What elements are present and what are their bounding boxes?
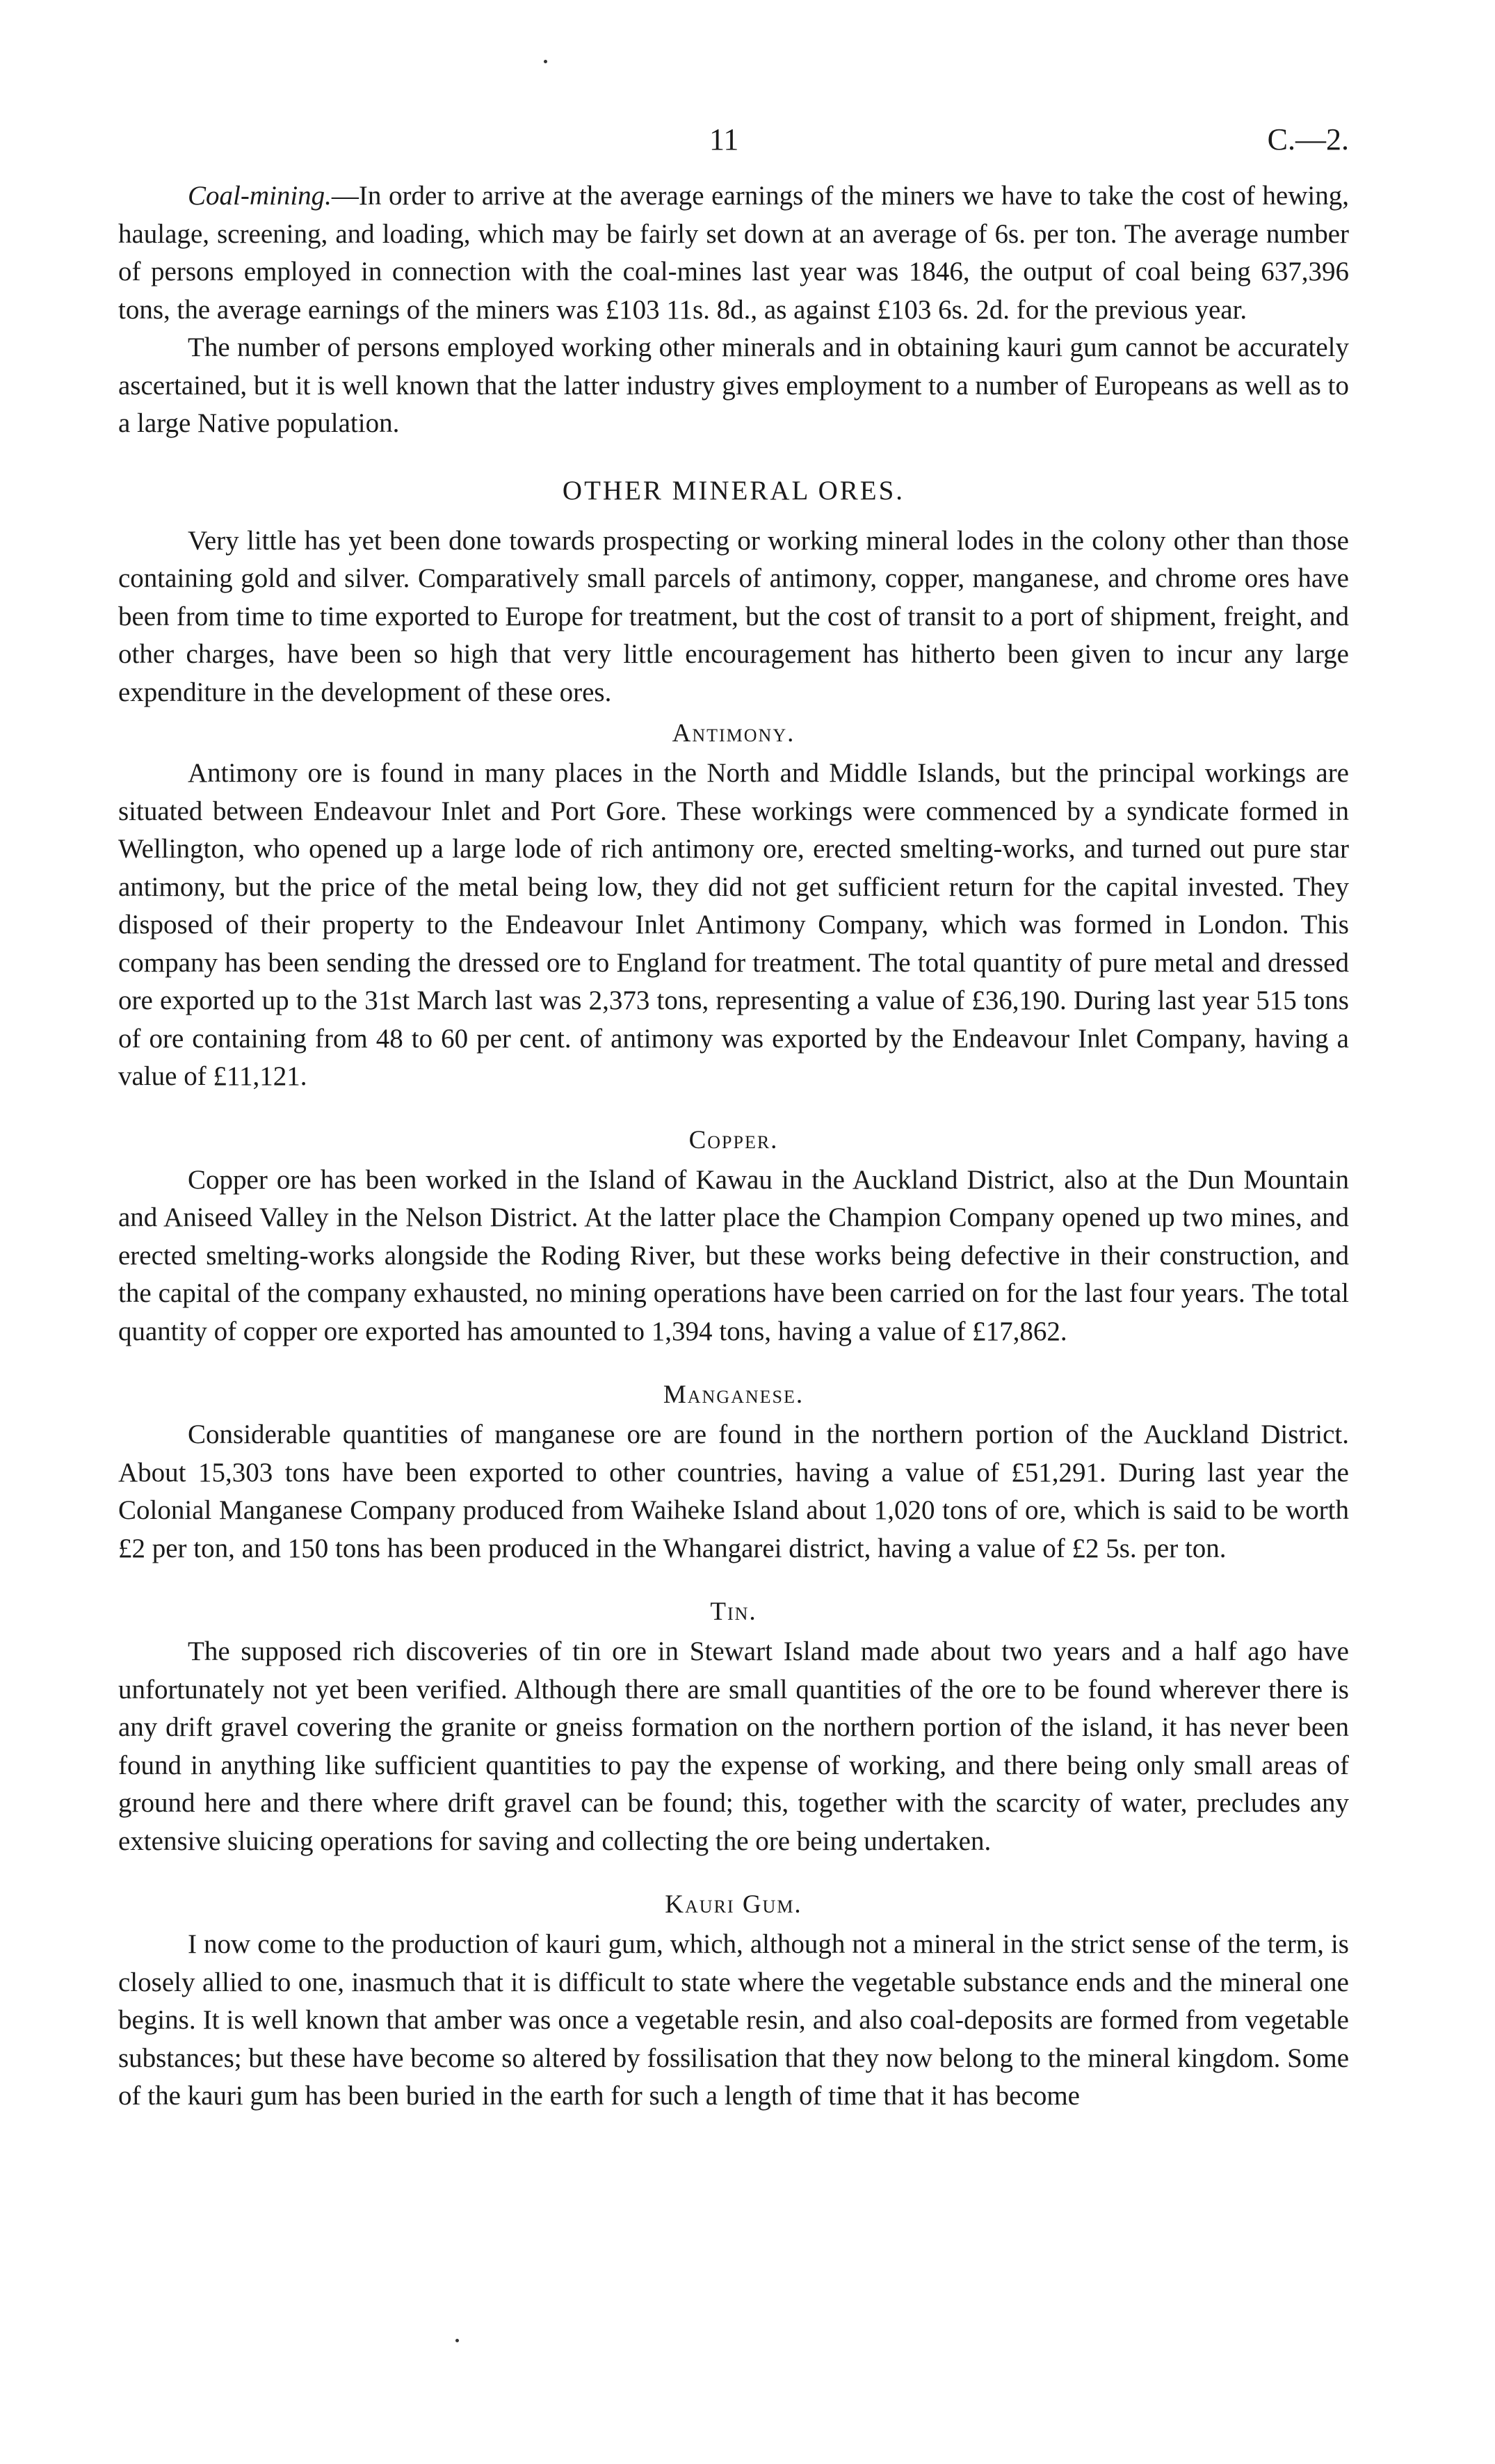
tin-heading: Tin.: [710, 1597, 757, 1626]
coal-mining-text: —In order to arrive at the average earnings of the miners we have to take the cost of hewing, haulage, screening, and loading, which may be fairly set down at an average of 6s. per ton. The average number of persons employed in connection with the coal-mines last year was 1846, the output of coal being 637,396 tons, the average earnings of the miners was £103 11s. 8d., as against £103 6s. 2d. for the previous year.: [118, 181, 1349, 325]
tin-paragraph: The supposed rich discoveries of tin ore in Stewart Island made about two years and a half ago have unfortunately not yet been verified. Although there are small quantities of the ore to be found wherever there is any drift gravel covering the granite or gneiss formation on the northern portion of the island, it has never been found in anything like sufficient quantities to pay the expense of working, and there being only small areas of ground here and there where drift gravel can be found; this, together with the scarcity of water, precludes any extensive sluicing operations for saving and collecting the ore being undertaken.: [118, 1636, 1349, 1856]
other-minerals-paragraph: The number of persons employed working other minerals and in obtaining kauri gum cannot be accurately ascertained, but it is well known that the latter industry gives employment to a number of Europeans as well as to a large Native population.: [118, 332, 1349, 438]
other-mineral-ores-heading: OTHER MINERAL ORES.: [562, 475, 905, 506]
copper-paragraph: Copper ore has been worked in the Island of Kawau in the Auckland District, also at the Dun Mountain and Aniseed Valley in the Nelson District. At the latter place the Champion Company opened up two mines, and erected smelting-works alongside the Roding River, but these works being defective in their construction, and the capital of the company exhausted, no mining operations have been carried on for the last four years. The total quantity of copper ore exported has amounted to 1,394 tons, having a value of £17,862.: [118, 1164, 1349, 1346]
manganese-heading: Manganese.: [663, 1380, 805, 1409]
coal-mining-paragraph: [118, 177, 1349, 329]
document-page: [118, 122, 1349, 2116]
kauri-gum-heading: Kauri Gum.: [665, 1890, 802, 1919]
antimony-paragraph: Antimony ore is found in many places in the North and Middle Islands, but the principal workings are situated between Endeavour Inlet and Port Gore. These workings were commenced by a syndicate formed in Wellington, who opened up a large lode of rich antimony ore, erected smelting-works, and turned out pure star antimony, but the price of the metal being low, they did not get sufficient return for the capital invested. They disposed of their property to the Endeavour Inlet Antimony Company, which was formed in London. This company has been sending the dressed ore to England for treatment. The total quantity of pure metal and dressed ore exported up to the 31st March last was 2,373 tons, representing a value of £36,190. During last year 515 tons of ore containing from 48 to 60 per cent. of antimony was exported by the Endeavour Inlet Company, having a value of £11,121.: [118, 758, 1349, 1091]
antimony-heading: Antimony.: [672, 719, 795, 748]
scan-speck-top: [544, 60, 547, 63]
coal-mining-run-in-heading: Coal-mining.: [188, 181, 332, 211]
page-number: 11: [709, 122, 739, 156]
other-mineral-ores-paragraph: Very little has yet been done towards prospecting or working mineral lodes in the colony other than those containing gold and silver. Comparatively small parcels of antimony, copper, manganese, and chrome ores have been from time to time exported to Europe for treatment, but the cost of transit to a port of shipment, freight, and other charges, have been so high that very little encouragement has hitherto been given to incur any large expenditure in the development of these ores.: [118, 525, 1349, 707]
kauri-gum-paragraph: I now come to the production of kauri gum, which, although not a mineral in the strict sense of the term, is closely allied to one, inasmuch that it is difficult to state where the vegetable substance ends and the mineral one begins. It is well known that amber was once a vegetable resin, and also coal-deposits are formed from vegetable substances; but these have become so altered by fossilisation that they now belong to the mineral kingdom. Some of the kauri gum has been buried in the earth for such a length of time that it has become: [118, 1929, 1349, 2111]
manganese-paragraph: Considerable quantities of manganese ore are found in the northern portion of the Auckland District. About 15,303 tons have been exported to other countries, having a value of £51,291. During last year the Colonial Manganese Company produced from Waiheke Island about 1,020 tons of ore, which is said to be worth £2 per ton, and 150 tons has been produced in the Whangarei district, having a value of £2 5s. per ton.: [118, 1419, 1349, 1563]
scan-speck-bottom: [455, 2339, 459, 2342]
document-reference: C.—2.: [1267, 122, 1349, 156]
copper-heading: Copper.: [688, 1125, 779, 1154]
page-header: [118, 122, 1349, 177]
